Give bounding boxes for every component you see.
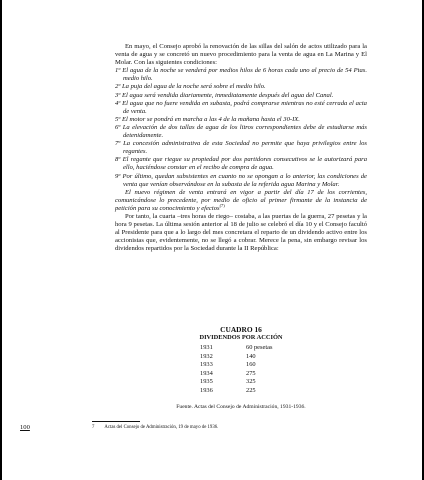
table-row xyxy=(200,353,286,362)
footnote xyxy=(92,425,218,430)
condition-item xyxy=(115,100,367,116)
dividend-cell: 325 xyxy=(246,378,256,386)
condition-number: 3º xyxy=(115,91,121,99)
footnote-ref: (7) xyxy=(219,202,225,208)
condition-number: 9º xyxy=(115,172,121,180)
footnote-rule xyxy=(92,421,140,422)
dividend-cell: 225 xyxy=(246,386,256,394)
year-cell: 1933 xyxy=(200,361,213,369)
table-row xyxy=(200,361,286,370)
footnote-number: 7 xyxy=(92,425,95,430)
condition-item xyxy=(115,173,367,189)
body-text xyxy=(115,43,367,253)
dividend-cell: 160 xyxy=(246,361,256,369)
condition-number: 6º xyxy=(115,123,121,131)
year-cell: 1931 xyxy=(200,344,213,351)
table-source: Fuente. Actas del Consejo de Administración, 1931-1936. xyxy=(176,404,306,410)
final-paragraph: Por tanto, la cuarta –tres horas de riego– costaba, a las puertas de la guerra, 27 pesetas y la hora 9 pesetas. La última sesión anterior al 18 de julio se celebró el día 10 y el Consejo facultó al Presidente para que a lo largo del mes concretara el reparto de un dividendo activo entre los accionistas que, evidentemente, no se llegó a cobrar. Merece la pena, sin embargo revisar los dividendos repartidos por la Sociedad durante la II República: xyxy=(115,212,367,253)
year-cell: 1934 xyxy=(200,369,213,377)
condition-text: El motor se pondrá en marcha a las 4 de la mañana hasta el 30-IX. xyxy=(122,115,300,123)
intro-paragraph: En mayo, el Consejo aprobó la renovación de las sillas del salón de actos utilizado para la venta de agua y se concretó un nuevo procedimiento para la venta de agua en La Marina y El Molar. Con las siguientes condiciones: xyxy=(115,43,367,67)
condition-item xyxy=(115,116,367,124)
year-cell: 1935 xyxy=(200,378,213,386)
condition-text: El agua será vendida diariamente, inmediatamente después del agua del Canal. xyxy=(122,91,334,99)
condition-number: 1º xyxy=(115,67,121,75)
page-number: 100 xyxy=(20,424,30,431)
year-cell: 1936 xyxy=(200,386,213,394)
table-subtitle: DIVIDENDOS POR ACCIÓN xyxy=(199,334,283,341)
condition-text: El agua que no fuere vendida en subasta, podrá comprarse mientras no esté cerrada el acta de venta. xyxy=(122,99,367,115)
condition-item xyxy=(115,156,367,172)
condition-text: La concesión administrativa de esta Sociedad no permite que haya privilegios entre los regantes. xyxy=(123,140,367,156)
condition-number: 8º xyxy=(115,156,121,164)
condition-number: 7º xyxy=(115,140,121,148)
table-row xyxy=(200,387,286,396)
condition-text: El agua de la noche se venderá por medios hilos de 6 horas cada uno al precio de 54 Ptas. medio hilo. xyxy=(122,67,367,83)
condition-number: 4º xyxy=(115,99,121,107)
condition-text: La elevación de dos tallas de agua de los litros correspondientes debe de estudiarse más detenidamente. xyxy=(122,123,367,140)
table-row xyxy=(200,370,286,379)
condition-number: 5º xyxy=(115,115,121,123)
dividend-cell: 140 xyxy=(246,352,256,360)
dividend-cell: 275 xyxy=(246,369,256,377)
condition-text: El regante que riegue su propiedad por dos partidores consecutivos se le autorizará para ello, haciéndose constar en el recibo de compra de agua. xyxy=(122,156,367,172)
year-cell: 1932 xyxy=(200,352,213,360)
dividend-cell: 60 pesetas xyxy=(246,344,273,351)
conditions-list xyxy=(115,67,367,188)
condition-item xyxy=(115,92,367,100)
table-row xyxy=(200,344,286,353)
table-title: CUADRO 16 xyxy=(220,325,262,334)
condition-number: 2º xyxy=(115,83,121,91)
condition-item xyxy=(115,124,367,140)
condition-text: La puja del agua de la noche será sobre el medio hilo. xyxy=(122,83,266,91)
table-row xyxy=(200,378,286,387)
closing-italic-paragraph: El nuevo régimen de venta entrará en vigor a partir del día 17 de los corrientes, comunicándose lo precedente, por medio de oficio al primer firmante de la instancia de petición para su conocimiento y efectos$^{(7)}$ xyxy=(115,188,367,212)
condition-text: Por último, quedan subsistentes en cuanto no se opongan a lo anterior, las condiciones de venta que venían observándose en la subasta de la referida agua Marina y Molar. xyxy=(122,172,367,188)
footnote-text: Actas del Consejo de Administración, 19 de mayo de 1936. xyxy=(104,425,219,430)
document-page xyxy=(2,0,422,480)
condition-item xyxy=(115,140,367,156)
condition-item xyxy=(115,83,367,91)
condition-item xyxy=(115,67,367,83)
dividends-table xyxy=(200,344,286,396)
